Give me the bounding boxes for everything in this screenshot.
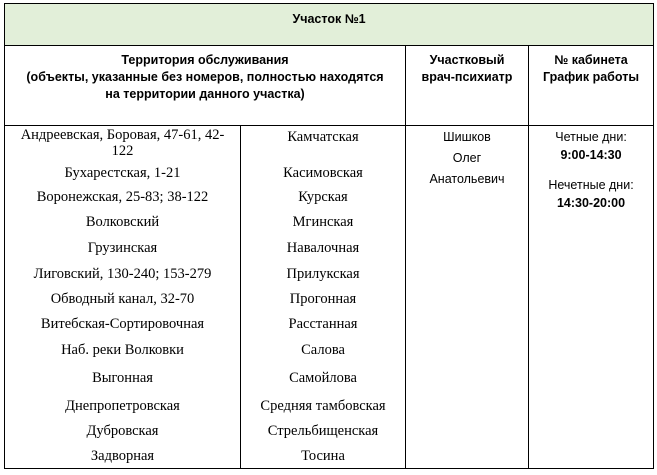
doctor-patronymic: Анатольевич xyxy=(429,171,505,186)
even-days-label: Четные дни: xyxy=(555,129,627,144)
address-right: Прилукская xyxy=(241,261,406,286)
address-right: Средняя тамбовская xyxy=(241,393,406,418)
address-left: Задворная xyxy=(5,444,241,468)
address-left: Обводный канал, 32-70 xyxy=(5,287,241,311)
doctor-header: Участковый врач-психиатр xyxy=(406,45,529,125)
territory-header xyxy=(5,45,406,125)
address-right: Прогонная xyxy=(241,287,406,311)
address-right: Касимовская xyxy=(241,161,406,185)
doctor-first-name: Олег xyxy=(452,150,482,165)
odd-days-time: 14:30-20:00 xyxy=(556,195,626,210)
address-left: Грузинская xyxy=(5,235,241,261)
address-right: Салова xyxy=(241,337,406,361)
address-left: Андреевская, Боровая, 47-61, 42-122 xyxy=(5,125,241,161)
address-left: Лиговский, 130-240; 153-279 xyxy=(5,261,241,286)
address-right: Расстанная xyxy=(241,311,406,337)
address-right: Самойлова xyxy=(241,362,406,393)
address-right: Навалочная xyxy=(241,235,406,261)
even-days-time: 9:00-14:30 xyxy=(560,147,622,162)
doctor-last-name: Шишков xyxy=(443,129,491,144)
address-left: Днепропетровская xyxy=(5,393,241,418)
address-left: Воронежская, 25-83; 38-122 xyxy=(5,185,241,209)
territory-header-title: Территория обслуживания xyxy=(121,52,289,67)
address-right: Курская xyxy=(241,185,406,209)
district-table xyxy=(4,3,654,469)
address-left: Витебская-Сортировочная xyxy=(5,311,241,337)
address-left: Выгонная xyxy=(5,362,241,393)
doctor-cell xyxy=(406,125,529,468)
address-right: Мгинская xyxy=(241,210,406,235)
address-left: Бухарестская, 1-21 xyxy=(5,161,241,185)
district-title: Участок №1 xyxy=(5,4,654,46)
address-right: Камчатская xyxy=(241,125,406,161)
address-right: Стрельбищенская xyxy=(241,419,406,444)
address-left: Наб. реки Волковки xyxy=(5,337,241,361)
odd-days-label: Нечетные дни: xyxy=(548,177,634,192)
address-right: Тосина xyxy=(241,444,406,468)
territory-header-note: (объекты, указанные без номеров, полностью находятся на территории данного участка) xyxy=(26,69,384,101)
schedule-header: № кабинета График работы xyxy=(529,45,654,125)
address-left: Волковский xyxy=(5,210,241,235)
address-left: Дубровская xyxy=(5,419,241,444)
schedule-cell xyxy=(529,125,654,468)
